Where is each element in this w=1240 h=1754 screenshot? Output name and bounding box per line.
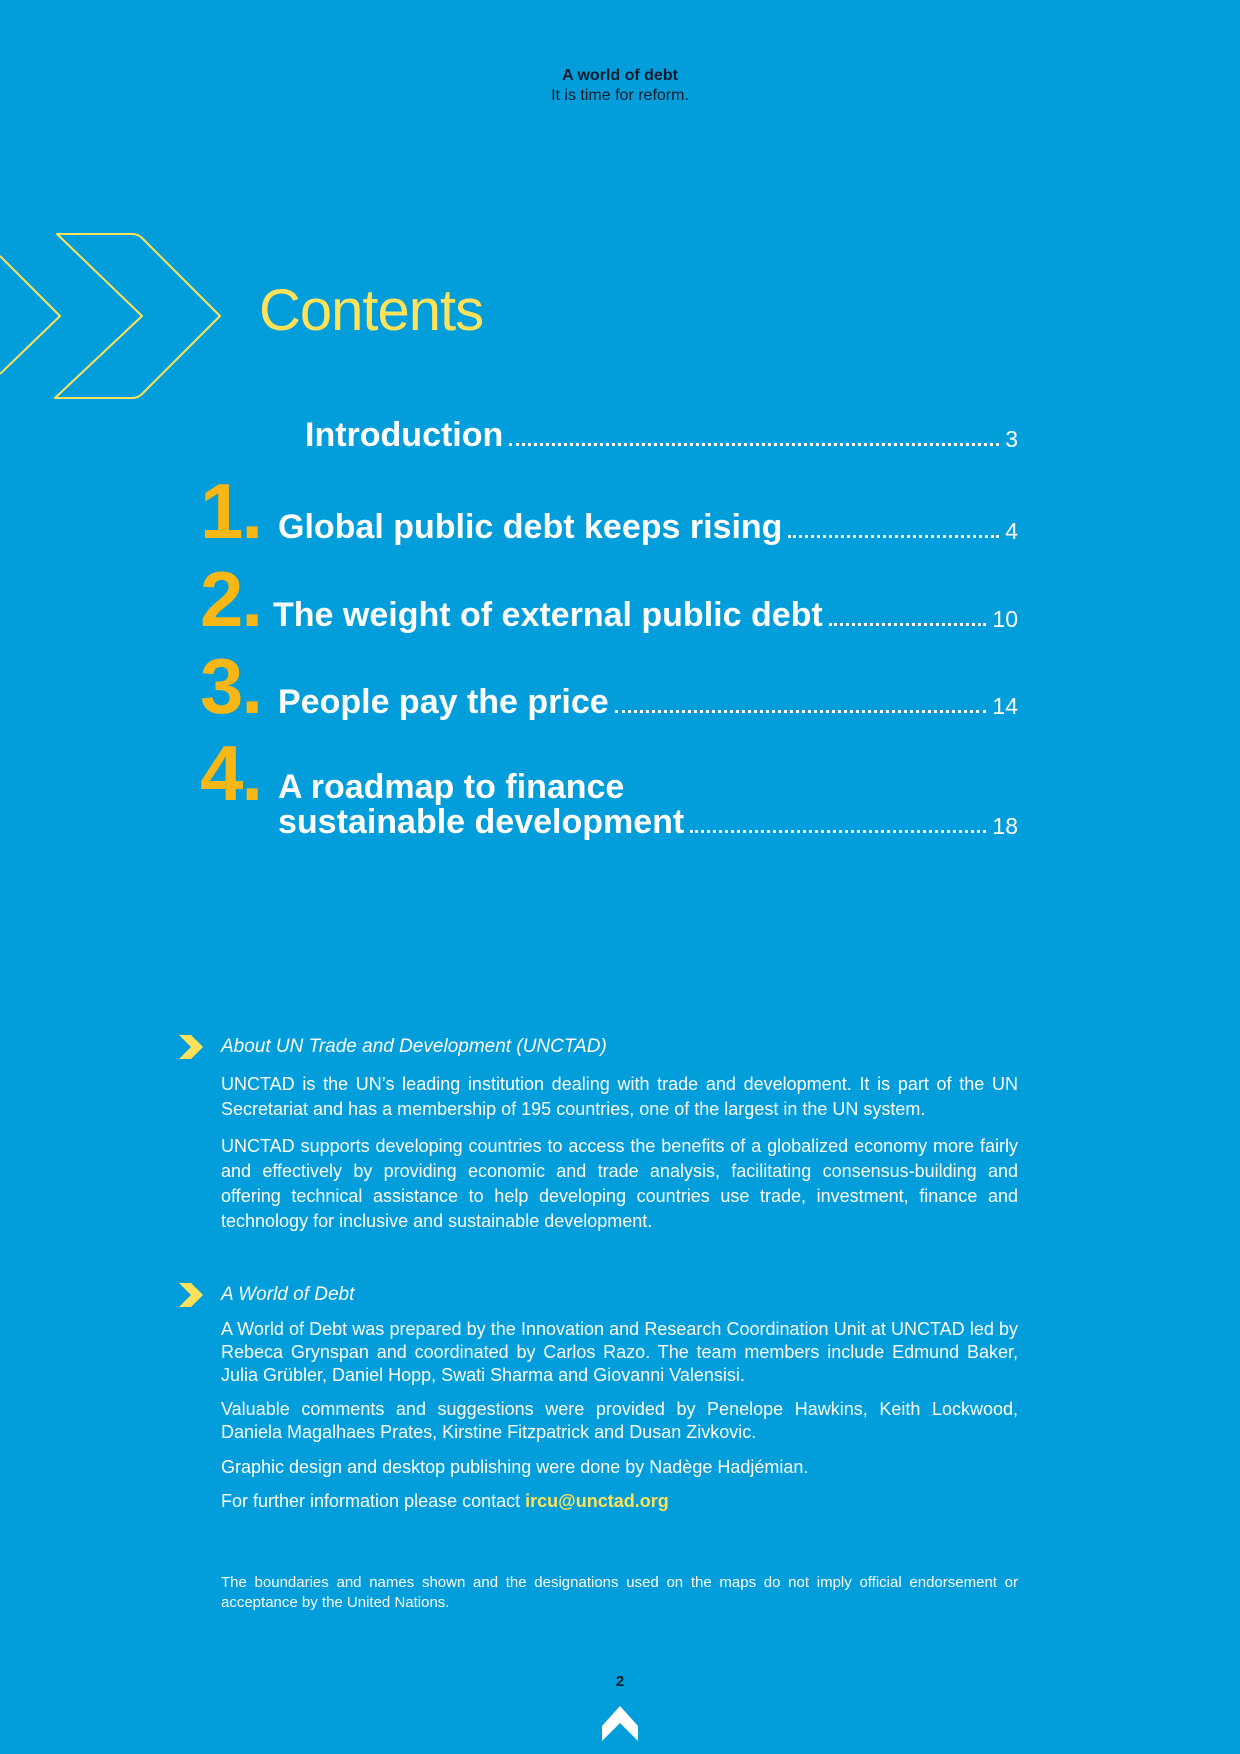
header-subtitle: It is time for reform. [551,87,689,104]
toc-entry-title-block [278,770,1018,839]
contact-paragraph [221,1489,1018,1514]
about-paragraph-2: UNCTAD supports developing countries to access the benefits of a globalized economy more fairly and effectively by providing economic and trade analysis, facilitating consensus-building and offering technical assistance to help developing countries use trade, investment, finance and technology for inclusive and sustainable development. [221,1136,1018,1231]
toc-entry-number: 4. [200,729,262,817]
toc-leader-dots [690,830,986,833]
page-number: 2 [615,1673,625,1690]
toc-entry-number: 1. [200,467,262,555]
chevron-right-icon [177,1281,205,1309]
toc-entry-introduction[interactable] [305,418,1018,452]
contact-email-link[interactable]: ircu@unctad.org [525,1491,669,1511]
toc-entry-page: 10 [992,606,1018,632]
toc-entry-page: 4 [1005,518,1018,544]
contents-title: Contents [259,278,484,343]
world-of-debt-heading [221,1284,1018,1306]
toc-entry-1[interactable] [200,467,1018,555]
world-of-debt-paragraph-3: Graphic design and desktop publishing were done by Nadège Hadjémian. [221,1457,809,1477]
about-heading-text: About UN Trade and Development (UNCTAD) [221,1036,607,1057]
header-title: A world of debt [562,67,678,84]
about-heading [221,1036,1018,1058]
toc-entry-4[interactable] [200,729,1018,841]
toc-leader-dots [788,535,999,538]
map-disclaimer: The boundaries and names shown and the designations used on the maps do not imply official endorsement or acceptance by the United Nations. [221,1574,1018,1611]
toc-entry-3[interactable] [200,642,1018,730]
toc-entry-page: 3 [1005,426,1018,452]
toc-leader-dots [829,623,987,626]
toc-entry-2[interactable] [200,555,1018,643]
chevron-right-icon [177,1033,205,1061]
up-arrow-icon[interactable] [601,1704,639,1742]
toc-entry-number: 3. [200,642,262,730]
toc-entry-page: 14 [992,693,1018,719]
world-of-debt-heading-text: A World of Debt [221,1284,355,1305]
toc-entry-title-line2: sustainable development [278,803,685,841]
toc-leader-dots [615,710,987,713]
world-of-debt-paragraph-1: A World of Debt was prepared by the Innovation and Research Coordination Unit at UNCTAD led by Rebeca Grynspan and coordinated by Carlos Razo. The team members include Edmund Baker, Julia Grübler, Daniel Hopp, Swati Sharma and Giovanni Valensisi. [221,1319,1018,1385]
toc-leader-dots [509,443,999,446]
world-of-debt-paragraph-2: Valuable comments and suggestions were provided by Penelope Hawkins, Keith Lockwood, Daniela Magalhaes Prates, Kirstine Fitzpatrick and Dusan Zivkovic. [221,1399,1018,1442]
about-unctad-section [221,1036,1018,1234]
toc-entry-title: Global public debt keeps rising [278,508,783,546]
toc-entry-title: The weight of external public debt [273,596,823,634]
toc-entry-title: People pay the price [278,683,609,721]
contact-prefix: For further information please contact [221,1491,526,1511]
toc-entry-title: Introduction [305,416,504,454]
toc-entry-page: 18 [992,813,1018,839]
double-chevron-right-outline-icon [0,230,225,400]
toc-entry-number: 2. [200,555,262,643]
toc-entry-title-line1: A roadmap to finance [278,768,625,806]
world-of-debt-section [221,1284,1018,1514]
toc-entry-title-line2-row [278,805,1018,839]
running-header [0,66,1240,106]
about-paragraph-1: UNCTAD is the UN’s leading institution dealing with trade and development. It is part of the UN Secretariat and has a membership of 195 countries, one of the largest in the UN system. [221,1074,1018,1119]
